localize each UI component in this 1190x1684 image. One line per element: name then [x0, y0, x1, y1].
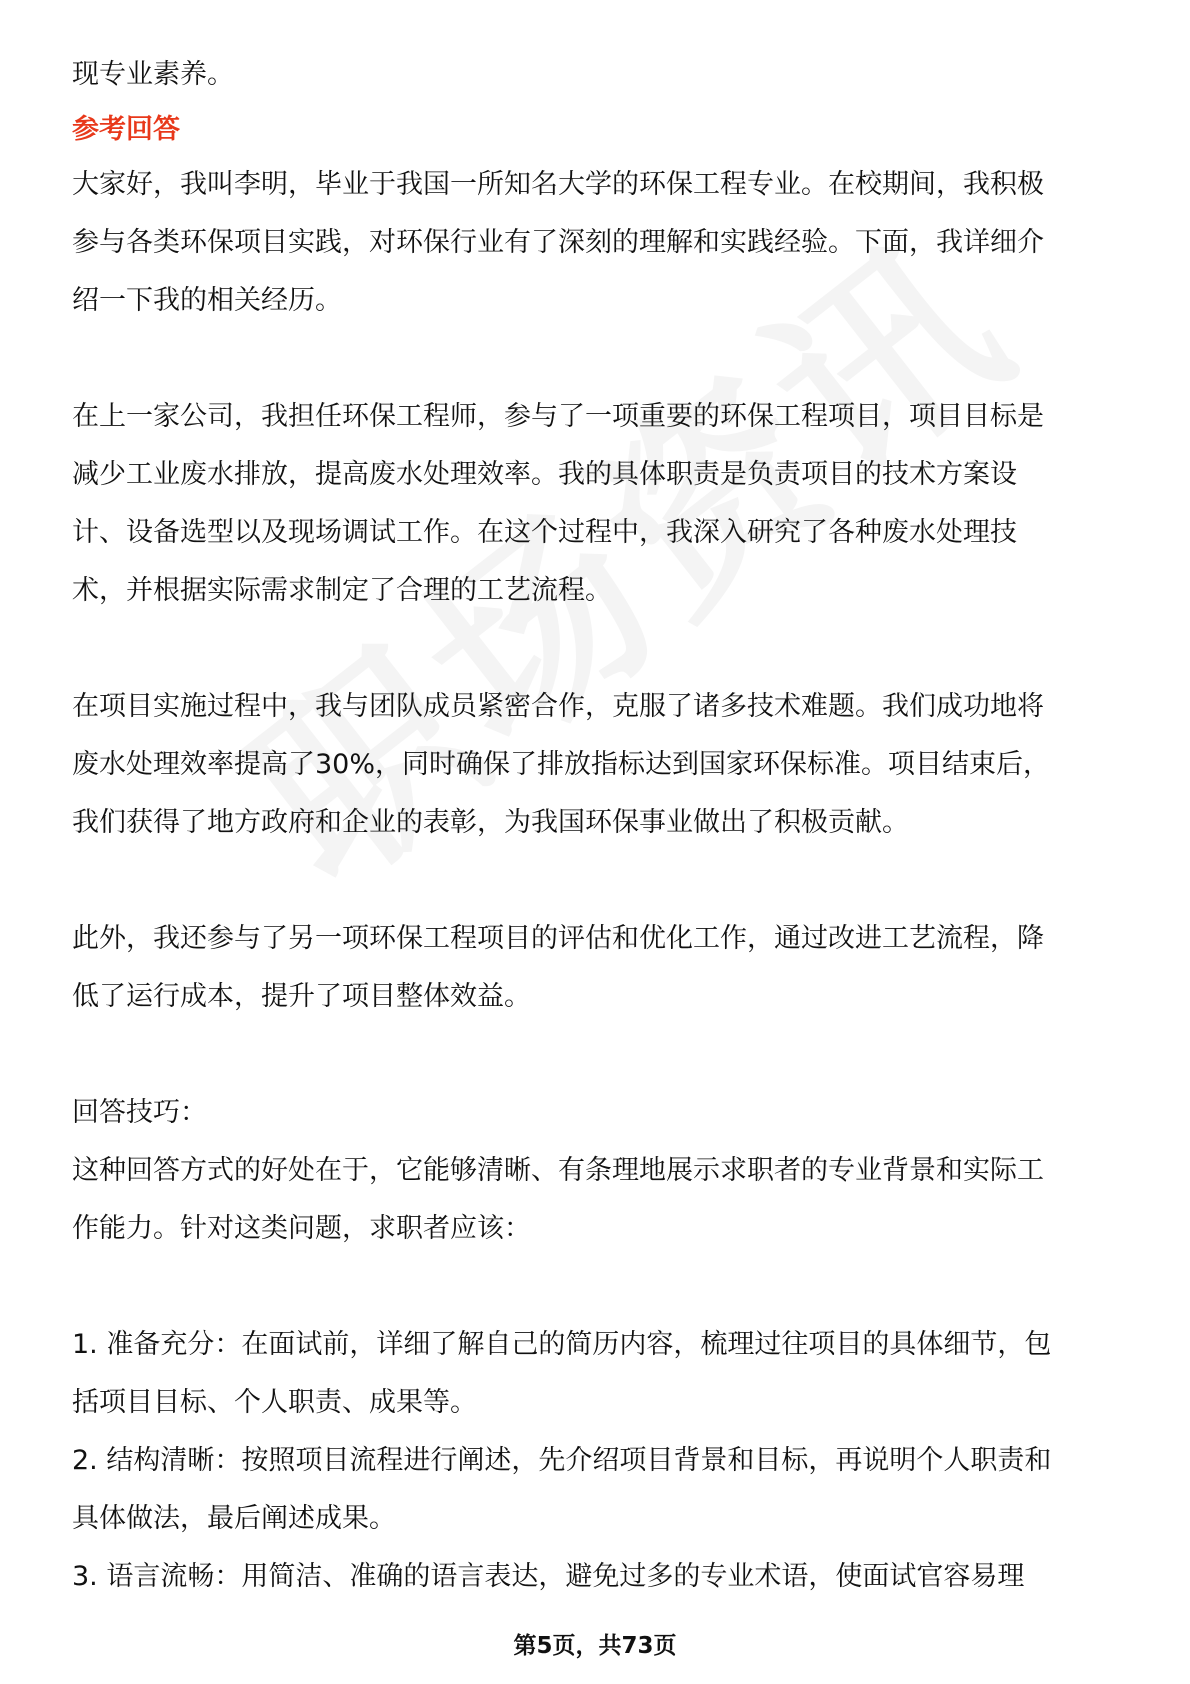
list-item: 2. 结构清晰：按照项目流程进行阐述，先介绍项目背景和目标，再说明个人职责和: [72, 1445, 1052, 1476]
paragraph-line: 绍一下我的相关经历。: [72, 285, 342, 316]
list-item: 3. 语言流畅：用简洁、准确的语言表达，避免过多的专业术语，使面试官容易理: [72, 1561, 1025, 1592]
paragraph-4: [72, 910, 1122, 1026]
paragraph-line: 低了运行成本，提升了项目整体效益。: [72, 981, 531, 1012]
paragraph-line: 计、设备选型以及现场调试工作。在这个过程中，我深入研究了各种废水处理技: [72, 517, 1017, 548]
paragraph-line: 这种回答方式的好处在于，它能够清晰、有条理地展示求职者的专业背景和实际工: [72, 1155, 1044, 1186]
paragraph-line: 废水处理效率提高了30%，同时确保了排放指标达到国家环保标准。项目结束后，: [72, 749, 1051, 780]
list-item: 括项目目标、个人职责、成果等。: [72, 1387, 477, 1418]
page-number-footer: 第5页，共73页: [513, 1633, 677, 1659]
tips-list: [72, 1316, 1122, 1606]
paragraph-line: 作能力。针对这类问题，求职者应该：: [72, 1213, 531, 1244]
paragraph-line: 在项目实施过程中，我与团队成员紧密合作，克服了诸多技术难题。我们成功地将: [72, 691, 1044, 722]
paragraph-2: [72, 388, 1122, 620]
list-item: 具体做法，最后阐述成果。: [72, 1503, 396, 1534]
paragraph-3: [72, 678, 1122, 852]
document-body: [72, 46, 1122, 1606]
paragraph-line: 术，并根据实际需求制定了合理的工艺流程。: [72, 575, 612, 606]
paragraph-line: 我们获得了地方政府和企业的表彰，为我国环保事业做出了积极贡献。: [72, 807, 909, 838]
paragraph-gap: [72, 330, 1122, 388]
paragraph-line: 参与各类环保项目实践，对环保行业有了深刻的理解和实践经验。下面，我详细介: [72, 227, 1044, 258]
paragraph-1: [72, 156, 1122, 330]
paragraph-gap: [72, 620, 1122, 678]
paragraph-line: 在上一家公司，我担任环保工程师，参与了一项重要的环保工程项目，项目目标是: [72, 401, 1044, 432]
paragraph-line: 减少工业废水排放，提高废水处理效率。我的具体职责是负责项目的技术方案设: [72, 459, 1017, 490]
paragraph-gap: [72, 1258, 1122, 1316]
paragraph-gap: [72, 1026, 1122, 1084]
paragraph-line: 大家好，我叫李明，毕业于我国一所知名大学的环保工程专业。在校期间，我积极: [72, 169, 1044, 200]
section-heading: 参考回答: [72, 114, 180, 145]
paragraph-gap: [72, 852, 1122, 910]
intro-tail-line: 现专业素养。: [72, 59, 234, 90]
tips-intro: [72, 1142, 1122, 1258]
paragraph-line: 此外，我还参与了另一项环保工程项目的评估和优化工作，通过改进工艺流程，降: [72, 923, 1044, 954]
list-item: 1. 准备充分：在面试前，详细了解自己的简历内容，梳理过往项目的具体细节，包: [72, 1329, 1052, 1360]
tips-label: 回答技巧：: [72, 1097, 207, 1128]
